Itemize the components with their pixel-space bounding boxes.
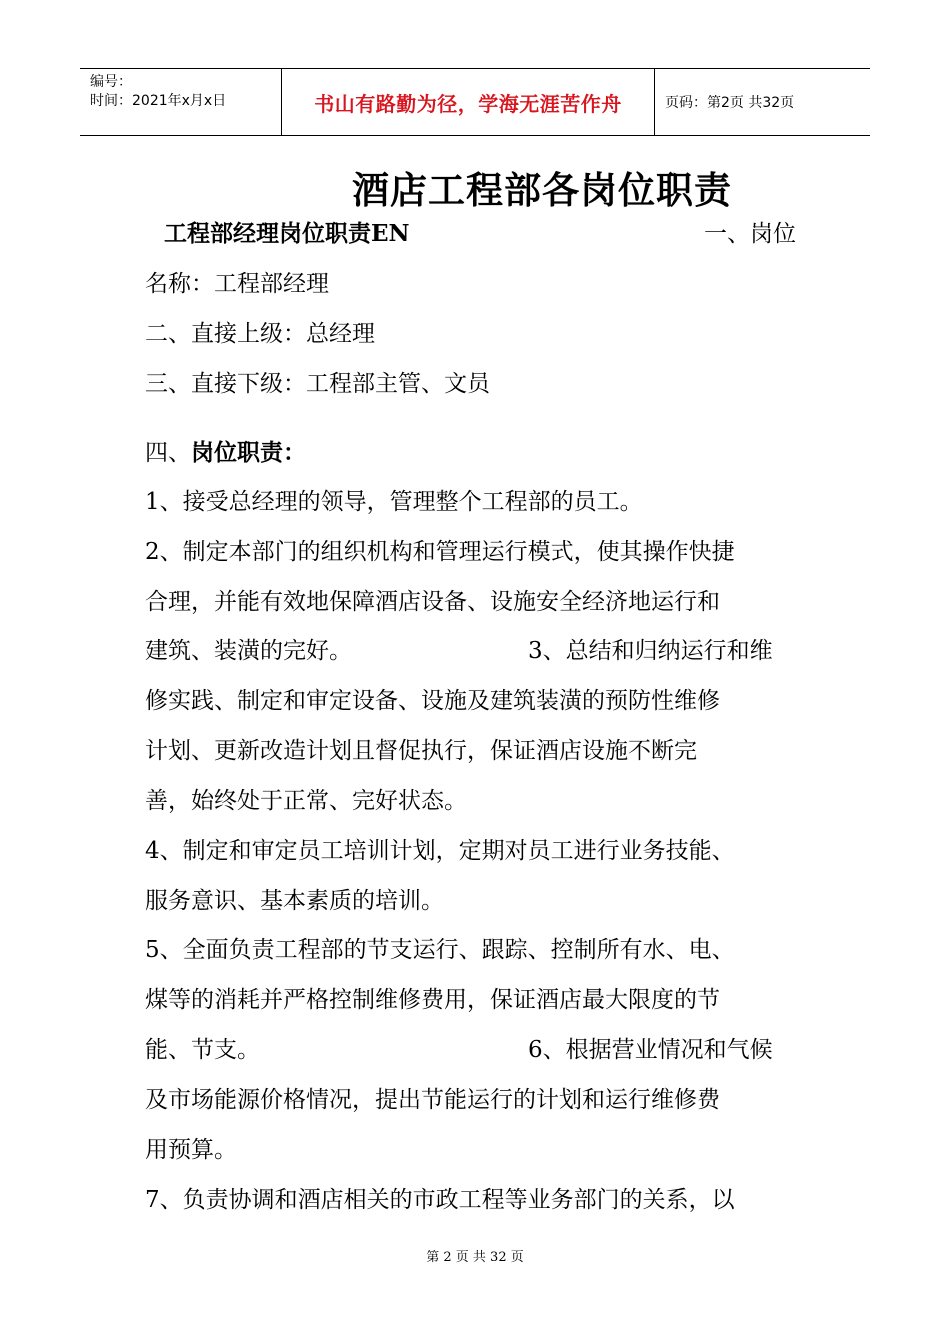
text-line: 3、总结和归纳运行和维 (528, 638, 773, 664)
header-time: 时间：2021年x月x日 (90, 93, 227, 109)
text-line: 名称：工程部经理 (145, 271, 329, 297)
header-meta (80, 69, 282, 135)
text-line: 能、节支。 (145, 1037, 260, 1063)
document-title: 酒店工程部各岗位职责 (352, 168, 732, 212)
header-number: 编号： (90, 74, 132, 90)
text-line: 建筑、装潢的完好。 (145, 638, 352, 664)
text-line: 及市场能源价格情况，提出节能运行的计划和运行维修费 (145, 1087, 720, 1113)
text-line: 合理，并能有效地保障酒店设备、设施安全经济地运行和 (145, 589, 720, 615)
text-line: 修实践、制定和审定设备、设施及建筑装潢的预防性维修 (145, 688, 720, 714)
header-motto: 书山有路勤为径，学海无涯苦作舟 (282, 69, 655, 135)
section-heading: 工程部经理岗位职责EN (164, 220, 410, 247)
text-line: 2、制定本部门的组织机构和管理运行模式，使其操作快捷 (145, 539, 735, 565)
text-line: 用预算。 (145, 1137, 237, 1163)
text-line: 5、全面负责工程部的节支运行、跟踪、控制所有水、电、 (145, 937, 735, 963)
duties-label: 岗位职责： (191, 439, 306, 466)
duties-prefix: 四、 (145, 440, 191, 466)
page-header (80, 68, 870, 136)
text-line: 善，始终处于正常、完好状态。 (145, 788, 467, 814)
text-line: 6、根据营业情况和气候 (528, 1037, 773, 1063)
text-line: 二、直接上级：总经理 (145, 321, 375, 347)
text-line: 煤等的消耗并严格控制维修费用，保证酒店最大限度的节 (145, 987, 720, 1013)
duties-heading (145, 438, 306, 468)
text-line: 4、制定和审定员工培训计划，定期对员工进行业务技能、 (145, 838, 735, 864)
header-page-info: 页码：第2页 共32页 (665, 95, 795, 111)
text-line: 三、直接下级：工程部主管、文员 (145, 371, 490, 397)
text-line: 7、负责协调和酒店相关的市政工程等业务部门的关系，以 (145, 1187, 735, 1213)
page-footer: 第 2 页 共 32 页 (426, 1250, 524, 1265)
text-line: 计划、更新改造计划且督促执行，保证酒店设施不断完 (145, 738, 697, 764)
text-line: 1、接受总经理的领导，管理整个工程部的员工。 (145, 489, 643, 515)
text-line: 一、岗位 (704, 221, 796, 247)
text-line: 服务意识、基本素质的培训。 (145, 888, 444, 914)
